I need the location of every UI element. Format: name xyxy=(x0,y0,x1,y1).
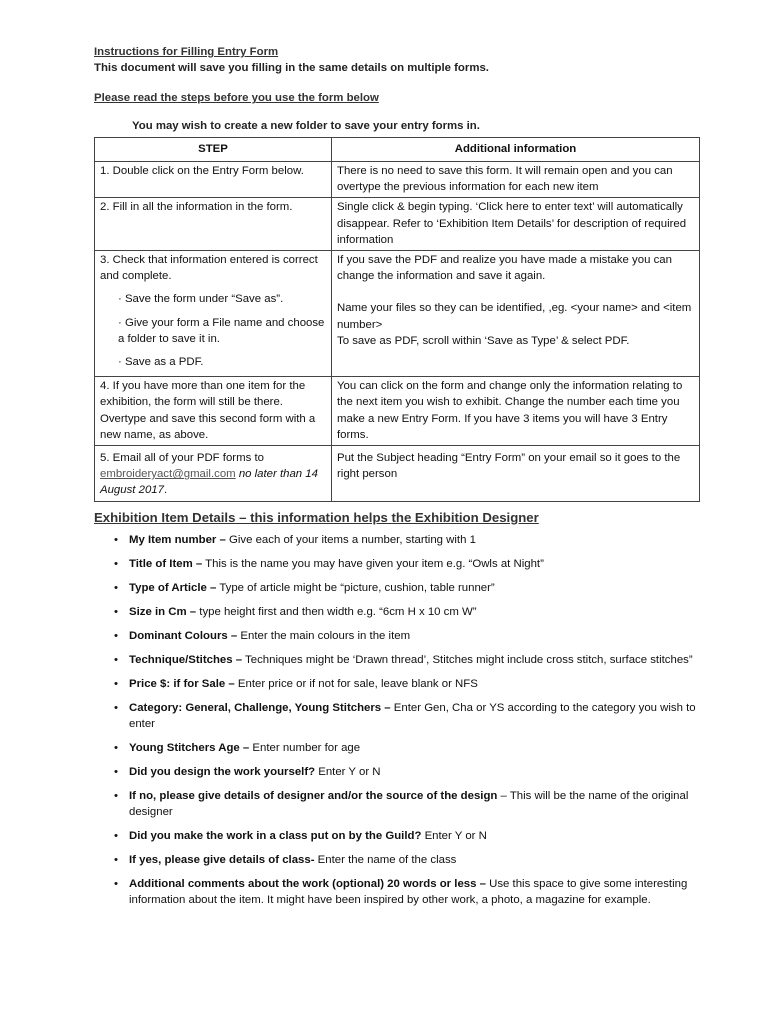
document-subtitle: This document will save you filling in the same details on multiple forms. xyxy=(94,62,489,75)
info-text: Name your files so they can be identified, ,eg. <your name> and <item number> xyxy=(337,302,692,331)
info-cell: Single click & begin typing. ‘Click here to enter text’ will automatically disappear. Refer to ‘Exhibition Item Details’ for description of required information xyxy=(332,198,700,251)
list-item xyxy=(129,700,700,732)
item-label: If yes, please give details of class- xyxy=(129,854,315,867)
item-text: Enter Y or N xyxy=(421,830,487,843)
step-text: 3. Check that information entered is correct and complete. xyxy=(100,254,318,283)
item-text: Techniques might be ‘Drawn thread’, Stitches might include cross stitch, surface stitches” xyxy=(242,653,693,666)
sub-step: · Save the form under “Save as”. xyxy=(118,293,284,306)
list-item xyxy=(129,652,700,668)
item-text: type height first and then width e.g. “6cm H x 10 cm W” xyxy=(196,605,477,618)
deadline-text: no later than 14 August 2017 xyxy=(100,468,318,497)
list-item xyxy=(129,828,700,844)
steps-table xyxy=(94,137,700,502)
read-first-note: Please read the steps before you use the form below xyxy=(94,92,379,105)
item-label: Dominant Colours – xyxy=(129,629,238,642)
step-cell: 1. Double click on the Entry Form below. xyxy=(95,162,332,198)
sub-step: · Save as a PDF. xyxy=(118,356,204,369)
info-cell xyxy=(332,251,700,377)
item-text: Enter price or if not for sale, leave blank or NFS xyxy=(234,677,478,690)
column-header-step: STEP xyxy=(95,137,332,161)
table-row xyxy=(95,162,700,198)
item-label: Title of Item – xyxy=(129,557,203,570)
step-cell xyxy=(95,446,332,502)
list-item xyxy=(129,556,700,572)
list-item xyxy=(129,740,700,756)
item-label: Category: General, Challenge, Young Stitchers – xyxy=(129,701,391,714)
item-label: Additional comments about the work (optional) 20 words or less – xyxy=(129,878,486,891)
item-text: Enter Y or N xyxy=(315,766,381,779)
sub-step: · Give your form a File name and choose a folder to save it in. xyxy=(118,316,325,345)
item-label: Technique/Stitches – xyxy=(129,653,243,666)
step-cell: 4. If you have more than one item for the exhibition, the form will still be there. Overtype and save this second form with a new name, as above. xyxy=(95,377,332,446)
item-label: Size in Cm – xyxy=(129,605,197,618)
table-row xyxy=(95,251,700,377)
item-text: – This will be the name of the original designer xyxy=(129,790,689,819)
item-text: Enter the name of the class xyxy=(314,854,457,867)
info-cell: You can click on the form and change only the information relating to the next item you wish to exhibit. Change the number each time you make a new Entry Form. If you have 3 items you will have 3 Entry forms. xyxy=(332,377,700,446)
list-item xyxy=(129,676,700,692)
info-cell: There is no need to save this form. It will remain open and you can overtype the previous information for each new item xyxy=(332,162,700,198)
info-text: To save as PDF, scroll within ‘Save as Type’ & select PDF. xyxy=(337,334,630,347)
item-text: Enter the main colours in the item xyxy=(237,629,411,642)
table-row xyxy=(95,446,700,502)
item-label: If no, please give details of designer and/or the source of the design xyxy=(129,790,498,803)
list-item xyxy=(129,580,700,596)
email-link[interactable]: embroideryact@gmail.com xyxy=(100,468,236,481)
item-label: My Item number – xyxy=(129,533,226,546)
list-item xyxy=(129,764,700,780)
list-item xyxy=(129,852,700,868)
table-row xyxy=(95,198,700,251)
item-text: Type of article might be “picture, cushion, table runner” xyxy=(216,581,495,594)
list-item xyxy=(129,788,700,820)
item-text: Give each of your items a number, starting with 1 xyxy=(225,533,476,546)
document-page xyxy=(94,44,700,916)
item-label: Young Stitchers Age – xyxy=(129,742,250,755)
list-item xyxy=(129,628,700,644)
list-item xyxy=(129,876,700,908)
column-header-info: Additional information xyxy=(332,137,700,161)
document-title: Instructions for Filling Entry Form xyxy=(94,46,279,58)
item-text: Enter Gen, Cha or YS according to the category you wish to enter xyxy=(129,701,696,731)
step-text: 5. Email all of your PDF forms to xyxy=(100,452,264,465)
details-section-title: Exhibition Item Details – this information helps the Exhibition Designer xyxy=(94,509,539,525)
item-text: Use this space to give some interesting information about the item. It might have been inspired by other work, a photo, a magazine for example. xyxy=(129,878,688,907)
item-text: This is the name you may have given your item e.g. “Owls at Night” xyxy=(202,557,544,570)
step-cell xyxy=(95,251,332,377)
intro-note: You may wish to create a new folder to save your entry forms in. xyxy=(132,119,480,132)
list-item xyxy=(129,532,700,548)
info-cell: Put the Subject heading “Entry Form” on your email so it goes to the right person xyxy=(332,446,700,502)
item-text: Enter number for age xyxy=(249,742,361,755)
item-label: Did you design the work yourself? xyxy=(129,766,316,779)
list-item xyxy=(129,604,700,620)
step-text-end: . xyxy=(163,484,168,497)
item-label: Type of Article – xyxy=(129,581,217,594)
table-row xyxy=(95,377,700,446)
step-cell: 2. Fill in all the information in the form. xyxy=(95,198,332,251)
item-label: Price $: if for Sale – xyxy=(129,677,235,690)
info-text: If you save the PDF and realize you have made a mistake you can change the information and save it again. xyxy=(337,254,672,283)
details-list xyxy=(94,532,700,909)
table-header-row xyxy=(95,137,700,161)
item-label: Did you make the work in a class put on by the Guild? xyxy=(129,830,422,843)
